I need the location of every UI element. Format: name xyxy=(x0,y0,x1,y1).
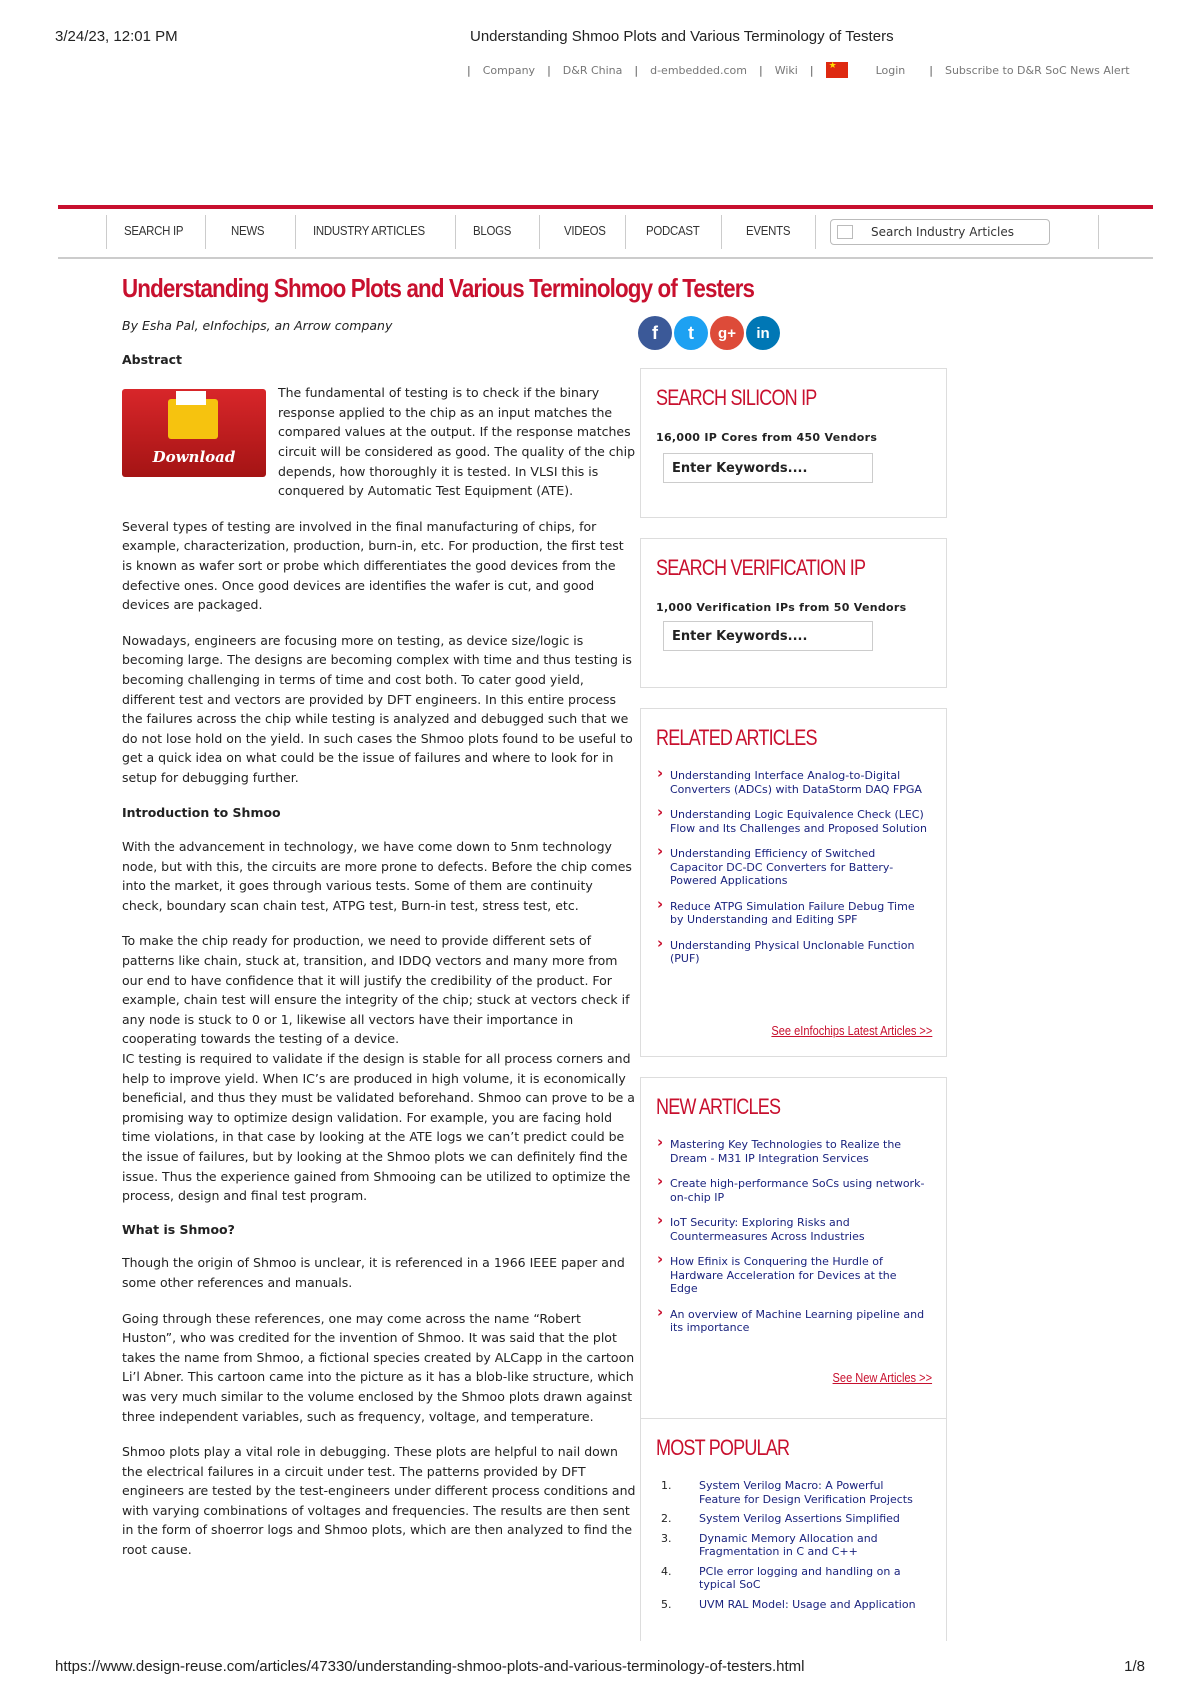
article-title: Understanding Shmoo Plots and Various Terminology of Testers xyxy=(122,273,755,303)
related-article-link[interactable]: › Understanding Interface Analog-to-Digital Converters (ADCs) with DataStorm DAQ FPGA xyxy=(657,769,927,796)
related-article-link[interactable]: › Understanding Efficiency of Switched Capacitor DC-DC Converters for Battery-Powered Applications xyxy=(657,847,927,888)
see-einfochips-articles-link[interactable]: See eInfochips Latest Articles >> xyxy=(771,1023,932,1038)
what-heading: What is Shmoo? xyxy=(122,1221,235,1237)
popular-list xyxy=(661,1479,926,1617)
popular-article-link[interactable]: 3. Dynamic Memory Allocation and Fragmentation in C and C++ xyxy=(661,1532,926,1559)
paragraph: To make the chip ready for production, we need to provide different sets of patterns like chain, stuck at, transition, and IDDQ vectors and many more from our end to have confidence that it will justify the credibility of the product. For example, chain test will ensure the integrity of the chip; stuck at vectors check if any node is stuck to 0 or 1, likewise all vectors have their importance in cooperating towards the testing of a device. xyxy=(122,933,630,1047)
link-dr-china[interactable]: D&R China xyxy=(562,63,623,77)
print-url: https://www.design-reuse.com/articles/47330/understanding-shmoo-plots-and-various-terminology-of-testers.html xyxy=(55,1658,805,1675)
paragraph: The fundamental of testing is to check if the binary response applied to the chip as an input matches the compared values at the output. If the response matches circuit will be considered as good. The quality of the chip depends, how thoroughly it is tested. In VLSI this is conquered by Automatic Test Equipment (ATE). xyxy=(278,385,636,499)
social-share xyxy=(638,316,780,350)
panel-title: MOST POPULAR xyxy=(656,1435,790,1460)
intro-heading: Introduction to Shmoo xyxy=(122,805,281,821)
related-list xyxy=(657,769,927,978)
paragraph: Nowadays, engineers are focusing more on testing, as device size/logic is becoming large. The designs are becoming complex with time and thus testing is becoming challenging in terms of time and cost both. To cater good yield, different test and vectors are provided by DFT engineers. In this entire process the failures across the chip while testing is analyzed and debugged such that we do not lose hold on the yield. In such cases the Shmoo plots found to be useful to get a quick idea on what could be the issue of failures and where to look for in setup for debugging further. xyxy=(122,632,633,785)
paragraph: IC testing is required to validate if the design is stable for all process corners and help to improve yield. When IC’s are produced in high volume, it is economically beneficial, and thus they must be validated beforehand. Shmoo can prove to be a promising way to optimize design validation. For example, you are facing hold time violations, in that case by looking at the ATE logs we can’t predict could be the issue of failures, but by looking at the Shmoo plots we can definitely find the issue. Thus the experience gained from Shmooing can be utilized to optimize the process, design and final test program. xyxy=(122,1051,635,1204)
new-article-link[interactable]: › How Efinix is Conquering the Hurdle of Hardware Acceleration for Devices at the Edge xyxy=(657,1255,927,1296)
related-article-link[interactable]: › Understanding Logic Equivalence Check (LEC) Flow and Its Challenges and Proposed Solution xyxy=(657,808,927,835)
paragraph: Though the origin of Shmoo is unclear, it is referenced in a 1966 IEEE paper and some other references and manuals. xyxy=(122,1255,625,1290)
panel-title: SEARCH VERIFICATION IP xyxy=(656,555,866,580)
search-placeholder: Search Industry Articles xyxy=(871,225,1014,239)
silicon-keywords-input[interactable]: Enter Keywords.... xyxy=(663,453,873,483)
search-checkbox-icon xyxy=(837,225,853,239)
new-article-link[interactable]: › Mastering Key Technologies to Realize the Dream - M31 IP Integration Services xyxy=(657,1138,927,1165)
nav-videos[interactable]: VIDEOS xyxy=(564,223,606,238)
popular-article-link[interactable]: 2. System Verilog Assertions Simplified xyxy=(661,1512,926,1526)
link-login[interactable]: Login xyxy=(875,63,906,77)
nav-blogs[interactable]: BLOGS xyxy=(473,223,512,238)
see-new-articles-link[interactable]: See New Articles >> xyxy=(832,1370,932,1385)
panel-title: SEARCH SILICON IP xyxy=(656,385,817,410)
panel-title: NEW ARTICLES xyxy=(656,1094,781,1119)
popular-article-link[interactable]: 1. System Verilog Macro: A Powerful Feature for Design Verification Projects xyxy=(661,1479,926,1506)
article-byline: By Esha Pal, eInfochips, an Arrow company xyxy=(122,318,393,333)
top-links: | Company | D&R China | d-embedded.com | Wiki | ★ Login | Subscribe to D&R SoC News Alert xyxy=(455,62,1130,78)
twitter-icon[interactable]: t xyxy=(674,316,708,350)
download-button[interactable] xyxy=(122,389,266,477)
panel-subtitle: 1,000 Verification IPs from 50 Vendors xyxy=(656,601,907,614)
nav-industry-articles[interactable]: INDUSTRY ARTICLES xyxy=(313,223,425,238)
search-silicon-ip-panel xyxy=(640,368,947,518)
download-label: Download xyxy=(152,447,236,466)
new-article-link[interactable]: › Create high-performance SoCs using network-on-chip IP xyxy=(657,1177,927,1204)
paragraph: Several types of testing are involved in the final manufacturing of chips, for example, characterization, production, burn-in, etc. For production, the first test is known as wafer sort or probe which differentiates the good devices from the defective ones. Once good devices are identifies the wafer is cut, and good devices are packaged. xyxy=(122,518,624,613)
related-article-link[interactable]: › Understanding Physical Unclonable Function (PUF) xyxy=(657,939,927,966)
new-articles-panel xyxy=(640,1077,947,1422)
nav-news[interactable]: NEWS xyxy=(231,223,265,238)
main-nav xyxy=(58,205,1153,259)
nav-search-ip[interactable]: SEARCH IP xyxy=(124,223,184,238)
linkedin-icon[interactable]: in xyxy=(746,316,780,350)
popular-article-link[interactable]: 5. UVM RAL Model: Usage and Application xyxy=(661,1598,926,1612)
new-article-link[interactable]: › IoT Security: Exploring Risks and Countermeasures Across Industries xyxy=(657,1216,927,1243)
google-plus-icon[interactable]: g+ xyxy=(710,316,744,350)
print-datetime: 3/24/23, 12:01 PM xyxy=(55,28,178,45)
facebook-icon[interactable]: f xyxy=(638,316,672,350)
link-company[interactable]: Company xyxy=(482,63,536,77)
nav-events[interactable]: EVENTS xyxy=(746,223,791,238)
related-articles-panel xyxy=(640,708,947,1057)
print-title: Understanding Shmoo Plots and Various Terminology of Testers xyxy=(470,28,894,45)
print-page-number: 1/8 xyxy=(1124,1658,1145,1675)
related-article-link[interactable]: › Reduce ATPG Simulation Failure Debug Time by Understanding and Editing SPF xyxy=(657,900,927,927)
new-list xyxy=(657,1138,927,1347)
folder-icon xyxy=(168,399,218,439)
search-verification-ip-panel xyxy=(640,538,947,688)
link-wiki[interactable]: Wiki xyxy=(774,63,798,77)
popular-article-link[interactable]: 4. PCIe error logging and handling on a typical SoC xyxy=(661,1565,926,1592)
link-d-embedded[interactable]: d-embedded.com xyxy=(650,63,747,77)
new-article-link[interactable]: › An overview of Machine Learning pipeline and its importance xyxy=(657,1308,927,1335)
verification-keywords-input[interactable]: Enter Keywords.... xyxy=(663,621,873,651)
china-flag-icon[interactable] xyxy=(826,62,848,78)
paragraph: Going through these references, one may come across the name “Robert Huston”, who was credited for the invention of Shmoo. It was said that the plot takes the name from Shmoo, a fictional species created by ALCapp in the cartoon Li’l Abner. This cartoon came into the picture as it has a blob-like structure, which was very much similar to the volume enclosed by the Shmoo plots drawn against three independent variables, such as frequency, voltage, and temperature. xyxy=(122,1310,635,1424)
most-popular-panel xyxy=(640,1418,947,1641)
panel-subtitle: 16,000 IP Cores from 450 Vendors xyxy=(656,431,878,444)
abstract-heading: Abstract xyxy=(122,351,183,367)
print-header xyxy=(55,28,1145,48)
panel-title: RELATED ARTICLES xyxy=(656,725,817,750)
search-articles-input[interactable] xyxy=(830,219,1050,245)
paragraph: With the advancement in technology, we have come down to 5nm technology node, but with this, the circuits are more prone to defects. Before the chip comes into the market, it goes through various tests. Some of them are continuity check, boundary scan chain test, ATPG test, Burn-in test, stress test, etc. xyxy=(122,839,632,913)
link-subscribe[interactable]: Subscribe to D&R SoC News Alert xyxy=(944,63,1130,77)
paragraph: Shmoo plots play a vital role in debugging. These plots are helpful to nail down the electrical failures in a circuit under test. The patterns provided by DFT engineers are tested by the test-engineers under different process conditions and with varying combinations of voltages and frequencies. The results are then sent in the form of shoerror logs and Shmoo plots, which are then analyzed to find the root cause. xyxy=(122,1444,636,1558)
nav-podcast[interactable]: PODCAST xyxy=(646,223,700,238)
